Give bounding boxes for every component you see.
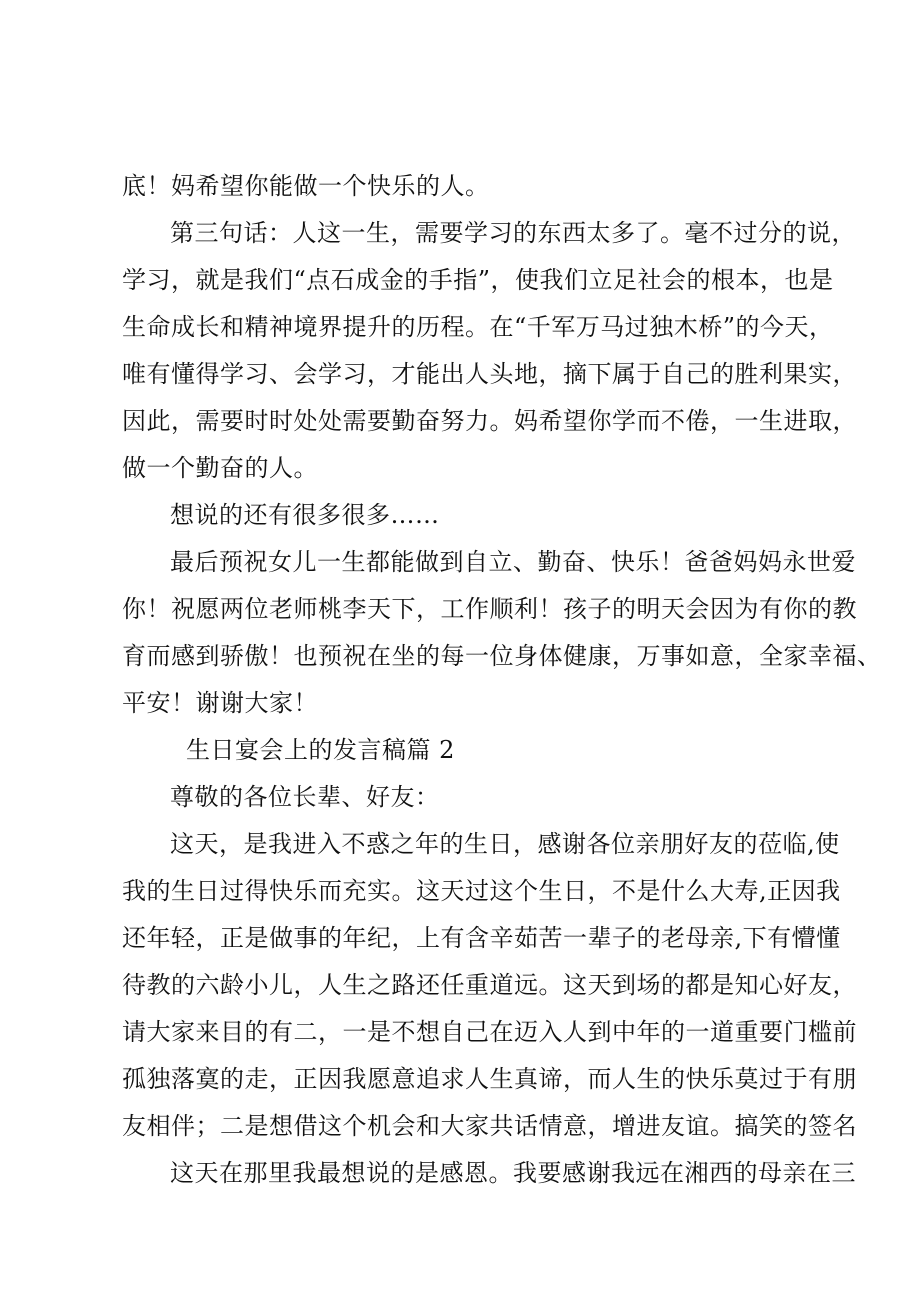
text-line: 第三句话：人这一生，需要学习的东西太多了。毫不过分的说， [170, 219, 856, 247]
text-line: 唯有懂得学习、会学习，才能出人头地，摘下属于自己的胜利果实， [122, 360, 857, 388]
text-line: 学习，就是我们“点石成金的手指”，使我们立足社会的根本，也是 [122, 266, 834, 294]
text-line: 育而感到骄傲！也预祝在坐的每一位身体健康，万事如意，全家幸福、 [122, 642, 882, 670]
text-line: 做一个勤奋的人。 [122, 454, 318, 482]
text-line: 生命成长和精神境界提升的历程。在“千军万马过独木桥”的今天， [122, 313, 834, 341]
text-line: 这天在那里我最想说的是感恩。我要感谢我远在湘西的母亲在三 [170, 1159, 856, 1187]
text-line: 还年轻，正是做事的年纪，上有含辛茹苦一辈子的老母亲,下有懵懂 [122, 924, 841, 952]
text-line: 平安！谢谢大家！ [122, 689, 318, 717]
text-line: 请大家来目的有二，一是不想自己在迈入人到中年的一道重要门槛前 [122, 1018, 857, 1046]
text-line: 想说的还有很多很多…… [170, 501, 440, 529]
text-line: 友相伴；二是想借这个机会和大家共话情意，增进友谊。搞笑的签名 [122, 1112, 857, 1140]
text-line: 底！妈希望你能做一个快乐的人。 [122, 172, 490, 200]
text-line: 最后预祝女儿一生都能做到自立、勤奋、快乐！爸爸妈妈永世爱 [170, 548, 856, 576]
text-line: 你！祝愿两位老师桃李天下，工作顺利！孩子的明天会因为有你的教 [122, 595, 857, 623]
text-line: 这天，是我进入不惑之年的生日，感谢各位亲朋好友的莅临,使 [170, 830, 840, 858]
text-line: 待教的六龄小儿，人生之路还任重道远。这天到场的都是知心好友， [122, 971, 857, 999]
text-line: 尊敬的各位长辈、好友： [170, 783, 440, 811]
text-line: 我的生日过得快乐而充实。这天过这个生日，不是什么大寿,正因我 [122, 877, 841, 905]
text-line: 孤独落寞的走，正因我愿意追求人生真谛，而人生的快乐莫过于有朋 [122, 1065, 857, 1093]
section-heading: 生日宴会上的发言稿篇 2 [186, 736, 455, 764]
text-line: 因此，需要时时处处需要勤奋努力。妈希望你学而不倦，一生进取， [122, 407, 857, 435]
